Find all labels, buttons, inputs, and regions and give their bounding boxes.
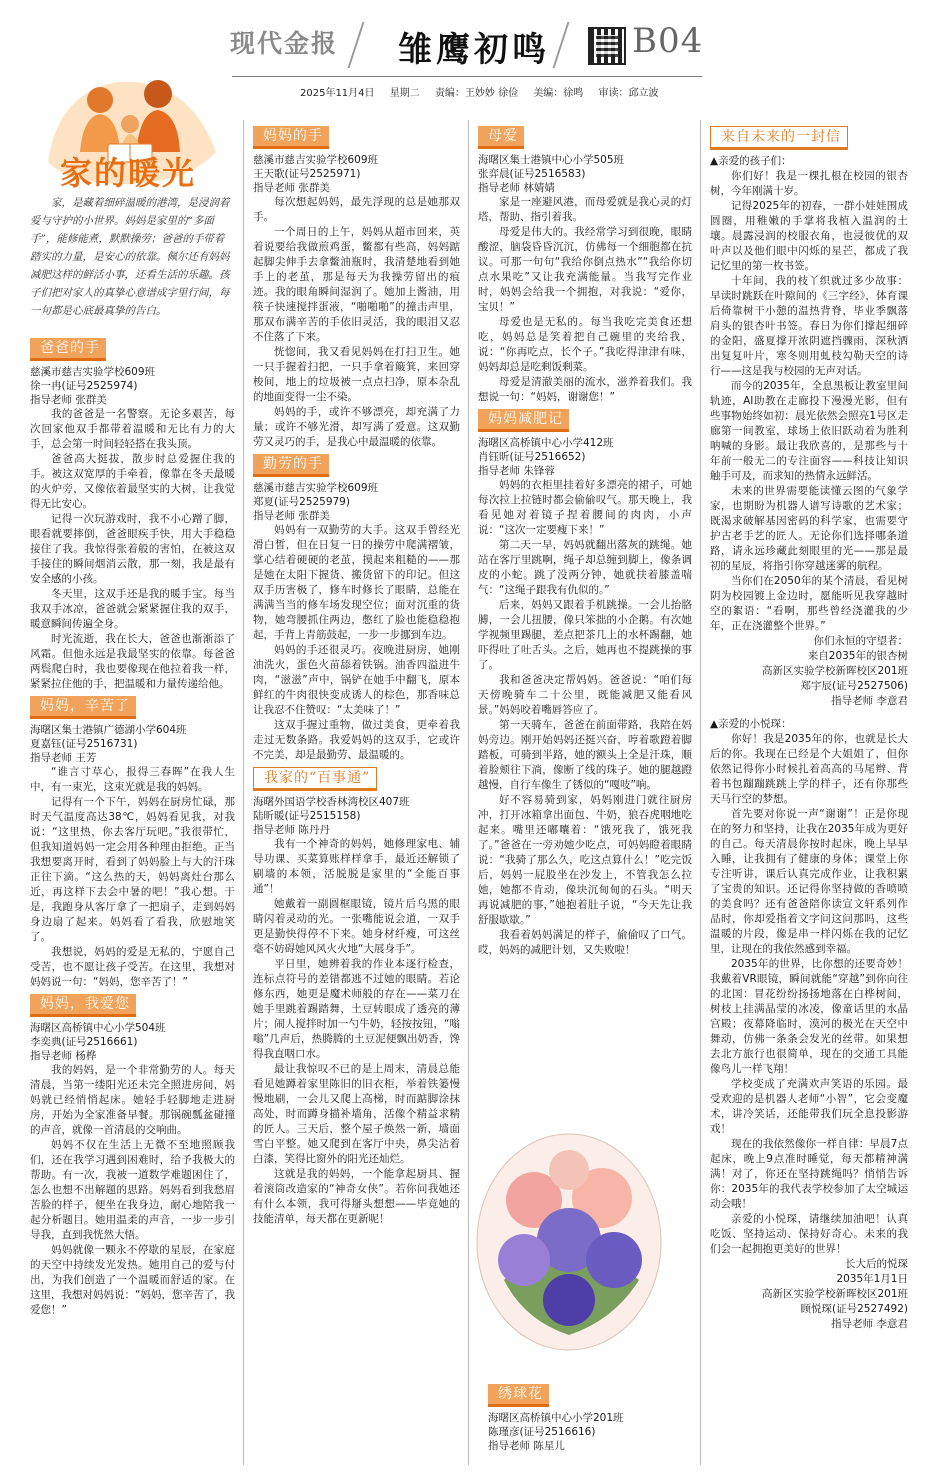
paragraph: 妈妈有一双勤劳的大手。这双手曾经光滑白皙，但在日复一日的操劳中爬满褶皱，掌心结着硬硬的老茧，摸起来粗糙的——那是她在太阳下握货、搬货留下的印记。但这双手历害极了，修车时修长了眼睛，总能在满满当当的修车场发现空位；面对沉重的货物，她弯腰抓住两边，憋红了脸也能稳稳抱起，手背上青筋鼓起，一步一步挪到车边。	[253, 524, 460, 641]
article-author: 王天歌(证号2525971)	[253, 168, 361, 180]
paragraph: 第二天一早，妈妈就翻出落灰的跳绳。她站在客厅里跳啊，绳子却总缠到脚上，像条调皮的小蛇。跳了没两分钟，她就扶着膝盖喘气：“这绳子跟我有仇似的。”	[478, 539, 692, 596]
designer: 美编：徐鸣	[533, 88, 584, 99]
paragraph: 恍惚间，我又看见妈妈在打扫卫生。她一只手握着扫把，一只手拿着簸箕，来回穿梭间，地上的垃圾被一点点扫净，原本杂乱的地面变得一尘不染。	[253, 346, 460, 403]
paragraph: 首先要对你说一声“谢谢”！正是你现在的努力和坚持，让我在2035年成为更好的自己。每天清晨你按时起床，晚上早早入睡，让我拥有了健康的身体；课堂上你专注听讲，课后认真完成作业，让我积累了宝贵的知识。还记得你坚持做的香喷喷的美食吗？还有爸爸陪你读宣文轩系列作品时，你却爱指着文字问这问那吗，这些温暖的片段，像是串一样闪烁在我的记忆里，让现在的我依然感到幸福。	[710, 808, 908, 955]
article-school: 海曙区集士港镇中心小学505班	[478, 154, 625, 166]
paragraph: 亲爱的小悦琛，请继续加油吧！认真吃饭、坚持运动、保持好奇心。未来的我们会一起拥抱更美好的世界！	[710, 1213, 908, 1255]
issue-date: 2025年11月4日	[300, 88, 375, 99]
article-school: 海曙区集士港镇广德湖小学604班	[30, 724, 187, 736]
page-number: B04	[632, 21, 704, 61]
article-teacher: 指导老师 张群美	[253, 182, 330, 194]
paragraph: 好不容易骑到家，妈妈刚进门就往厨房冲，打开冰箱拿出面包、牛奶，狼吞虎咽地吃起来。嘴里还嘟囔着：“饿死我了，饿死我了。”爸爸在一旁劝她少吃点，可妈妈瞪着眼睛说：“我骑了那么久，吃这点算什么！”吃完饭后，妈妈一屁股坐在沙发上，不管我怎么拉她，她都不肯动，像块沉甸甸的石头。“明天再说减肥的事，”她抱着肚子说，“今天先让我舒服歇歇。”	[478, 794, 692, 926]
paragraph: 这双手握过重物，做过美食，更牵着我走过无数条路。我爱妈妈的这双手，它或许不完美，却是最勤劳、最温暖的。	[253, 719, 460, 761]
qr-code-icon[interactable]	[588, 27, 626, 65]
paragraph: “谁言寸草心，报得三春晖”在我人生中，有一束光，这束光就是我的妈妈。	[30, 766, 235, 793]
paragraph: 你们好！我是一棵扎根在校园的银杏树，今年刚满十岁。	[710, 170, 908, 197]
paragraph: 记得有一个下午，妈妈在厨房忙碌，那时天气温度高达38℃，妈妈看见我，对我说：“这里热，你去客厅玩吧。”我很带忙，但我知道妈妈一定会用各种理由拒绝。正当我想要离开时，看到了妈妈脸上与大的汗珠正往下滴。“这么热的天，妈妈离灶台那么近，再这样下去会中暑的吧！”我心想。于是，我跑身从客厅拿了一把扇子，走到妈妈身边扇了起来。妈妈看了看我，欣慰地笑了。	[30, 796, 235, 943]
article-author: 肖钰昕(证号2516652)	[478, 451, 586, 463]
article-teacher: 指导老师 林婧婧	[478, 182, 555, 194]
letter-signature: 来自2035年的银杏树	[807, 650, 908, 662]
paragraph: 未来的世界需要能读懂云图的气象学家，也期盼为机器人谱写诗歌的艺术家；既渴求破解基因密码的科学家，也需要守护古老手艺的匠人。无论你们选择哪条道路，请永远珍藏此刻眼里的光——那是最初的星辰，将指引你穿越迷雾的航程。	[710, 485, 908, 572]
article-author: 夏嘉钰(证号2516731)	[30, 738, 138, 750]
paragraph: 2035年的世界，比你想的还要奇妙！我戴着VR眼镜，瞬间就能“穿越”到你向往的北国：冒花纷纷扬扬地落在白桦树间，树枝上挂满晶莹的冰凌，像童话里的水晶宫殿；夜幕降临时，漠河的极光在天空中舞动，仿佛一条条会发光的丝带。如果想去北方旅行也很简单，现在的交通工具能像鸟儿一样飞翔！	[710, 958, 908, 1075]
paragraph: 母爱是伟大的。我经常学习到很晚，眼睛酸涩，脑袋昏昏沉沉，仿佛每一个细胞都在抗议。可那一句句“我给你倒点热水”“我给你切点水果吃”又让我充满能量。当我写完作业时，妈妈会给我一个拥抱，对我说：“爱你，宝贝！”	[478, 226, 692, 313]
letter-signature: 长大后的悦琛	[845, 1258, 908, 1270]
article-teacher: 指导老师 李意君	[831, 695, 908, 707]
letter-greeting: ▲亲爱的孩子们：	[710, 155, 792, 167]
letter-closing: 你们永恒的守望者：	[813, 635, 908, 647]
article-school: 海曙区高桥镇中心小学201班	[488, 1412, 624, 1424]
article-school: 海曙区高桥镇中心小学412班	[478, 437, 614, 449]
paragraph: 母爱也是无私的。每当我吃完美食还想吃，妈妈总是笑着把自己碗里的夹给我，说：“你再吃点，长个子。”我吃得津津有味，妈妈却总是吃剩饭剩菜。	[478, 316, 692, 373]
column-rule	[243, 120, 244, 1465]
paragraph: 我有一个神奇的妈妈，她修理家电、辅导功课、买菜算账样样拿手，最近还解锁了刷墙的本领，活脱脱是家里的“全能百事通”！	[253, 838, 460, 895]
article-teacher: 指导老师 朱锋蓉	[478, 465, 555, 477]
paragraph: 这就是我的妈妈，一个能拿起厨具、握着滚筒改造家的“神奇女侠”。若你问我她还有什么本领，我可得掰头想想——毕竟她的技能清单，每天都在更新呢！	[253, 1168, 460, 1225]
intro-title: 家的暖光	[60, 154, 197, 192]
paragraph: 冬天里，这双手还是我的暖手宝。每当我双手冰凉，爸爸就会紧紧握住我的双手，暖意瞬间传遍全身。	[30, 588, 235, 630]
paragraph: 平日里，她辨着我的作业本逐行检查，连标点符号的差错都逃不过她的眼睛。若论修东西，她更是魔术师般的存在——菜刀在她手里跳着踢踏舞，土豆转眼成了透亮的薄片；闹人搅拌时加一勺牛奶，轻按按钮，“嗡嗡”几声后，热腾腾的土豆泥便飘出奶香，馋得我直咽口水。	[253, 958, 460, 1060]
article-title: 来自未来的一封信	[710, 126, 848, 150]
article-school: 慈溪市慈吉实验学校609班	[253, 154, 379, 166]
article-author: 郑宇辰(证号2527506)	[800, 680, 908, 692]
paragraph: 她戴着一副圆框眼镜，镜片后乌黑的眼睛闪着灵动的光。一张嘴能说会道，一双手更是勤快得停不下来。她身材纤瘦，可这丝毫不妨碍她风风火火地“大展身手”。	[253, 898, 460, 955]
column-3	[478, 122, 692, 958]
paragraph: 每次想起妈妈，最先浮现的总是她那双手。	[253, 196, 460, 223]
paragraph: 十年间，我的枝丫织就过多少故事：早读时跳跃在叶隙间的《三字经》，体育课后倚靠树干小憩的温热背脊，毕业季飘落肩头的银杏叶书签。春日为你们撑起细碎的金阳，盛夏撑开浓阴遮挡骤雨，深秋洒出复复叶片，寒冬则用虬枝勾勒天空的诗行——这是我与校园的无声对话。	[710, 275, 908, 377]
column-rule	[468, 120, 469, 1465]
paragraph: 而今的2035年，全息黑板让教室里间轨迹，AI助教在走廊投下漫漫光影，但有些事物始终如初：晨光依然会照亮1号区走廊第一间教室，球场上依旧跃动着为胜利呐喊的身影。最让我欣喜的，是那些与十年前一般无二的专注面容——科技让知识触手可及，而求知的热情永远鲜活。	[710, 380, 908, 482]
article-teacher: 指导老师 张群美	[30, 394, 107, 406]
paragraph: 我和爸爸决定帮妈妈。爸爸说：“咱们每天傍晚骑车二十公里，既能减肥又能看风景。”妈妈咬着嘴唇答应了。	[478, 674, 692, 716]
article-author: 陆昕暖(证号2515158)	[253, 810, 361, 822]
header-rule	[232, 76, 702, 77]
article-author: 顾悦琛(证号2527492)	[800, 1303, 908, 1315]
paragraph: 你好！我是2035年的你，也就是长大后的你。我现在已经是个大姐姐了，但你依然记得你小时候扎着高高的马尾辫、背着书包蹦蹦跳跳上学的样子，还有你那些天马行空的梦想。	[710, 733, 908, 805]
paragraph: 妈妈就像一颗永不停歇的星辰，在家庭的天空中持续发光发热。她用自己的爱与付出，为我们创造了一个温暖而舒适的家。在这里，我想对妈妈说：“妈妈，您辛苦了，我爱您！”	[30, 1244, 235, 1316]
paragraph: 妈妈的手，或许不够漂亮，却充满了力量；或许不够光滑，却写满了爱意。这双勤劳又灵巧的手，是我心中最温暖的依靠。	[253, 406, 460, 448]
paragraph: 母爱是清澈美丽的流水，滋养着我们。我想说一句：“妈妈，谢谢您！”	[478, 376, 692, 403]
article-title: 妈妈，我爱您	[30, 994, 136, 1017]
article-title: 绣球花	[488, 1384, 549, 1407]
article-title: 母爱	[478, 126, 524, 149]
paragraph: 学校变成了充满欢声笑语的乐园。最受欢迎的是机器人老师“小智”，它会变魔术，讲冷笑话，还能带我们玩全息投影游戏！	[710, 1078, 908, 1135]
article-author: 陈瑾彦(证号2516616)	[488, 1426, 596, 1438]
paragraph: 我的爸爸是一名警察。无论多艰苦，每次回家他双手都带着温暖和无比有力的大手，总会第一时间轻轻搭在我头顶。	[30, 408, 235, 450]
article-school: 海曙外国语学校香林湾校区407班	[253, 796, 410, 808]
column-4	[710, 122, 908, 1332]
paragraph: 最让我惊叹不已的是上周末，清晨总能看见她蹲着家里陈旧的旧衣柜，举着铁篓慢慢地刷，一会儿又爬上高梯，时而踮脚涂抹高处，时而蹲身描补墙角，活像个精益求精的匠人。三天后，整个屋子焕然一新，墙面雪白平整。她又爬到在客厅中央，鼻尖沾着白漆，笑得比窗外的阳光还灿烂。	[253, 1063, 460, 1165]
paragraph: 我的妈妈，是一个非常勤劳的人。每天清晨，当第一缕阳光还未完全照进房间，妈妈就已经悄悄起床。她轻手轻脚地走进厨房，开始为全家准备早餐。那锅碗瓢盆碰撞的声音，就像一首清晨的交响曲。	[30, 1064, 235, 1136]
letter-greeting: ▲亲爱的小悦琛：	[710, 718, 792, 730]
paragraph: 爸爸高大挺拔，散步时总爱握住我的手。被这双宽厚的手牵着，像靠在冬天最暖的火炉旁，又像依着最坚实的大树，让我觉得无比安心。	[30, 453, 235, 510]
paragraph: 后来，妈妈又跟着手机跳操。一会儿抬胳膊，一会儿扭腰，像只笨拙的小企鹅。有次她学视频里踢腿，差点把茶几上的水杯踢翻，她吓得吐了吐舌头。之后，她再也不提跳操的事了。	[478, 599, 692, 671]
article-teacher: 指导老师 杨桦	[30, 1050, 97, 1062]
article-school: 海曙区高桥镇中心小学504班	[30, 1022, 166, 1034]
article-school: 高新区实验学校新晖校区201班	[761, 1288, 908, 1300]
paragraph: 我看着妈妈满足的样子，偷偷叹了口气。哎，妈妈的减肥计划，又失败啦！	[478, 929, 692, 956]
article-school: 慈溪市慈吉实验学校609班	[30, 366, 156, 378]
paragraph: 家是一座避风港，而母爱就是我心灵的灯塔，帮助、指引着我。	[478, 196, 692, 223]
article-title: 妈妈减肥记	[478, 409, 569, 432]
paragraph: 时光流逝，我在长大，爸爸也渐渐添了风霜。但他永远是我最坚实的依靠。每爸爸两鬓爬白时，我也要像现在他拉着我一样，紧紧拉住他的手，把温暖和力量传递给他。	[30, 633, 235, 690]
column-2	[253, 122, 460, 1227]
issue-weekday: 星期二	[389, 88, 420, 99]
article-title: 爸爸的手	[30, 338, 106, 361]
column-1	[30, 334, 235, 1318]
intro-text: 家，是藏着细碎温暖的港湾，是浸润着爱与守护的小世界。妈妈是家里的“多面手”，能修能煮，默默操劳；爸爸的手带着踏实的力量，是安心的依靠。佩尔还有妈妈减肥这样的鲜活小事，还看生活的乐趣。孩子们把对家人的真挚心意谱成字里行间，每一句都是心底最真挚的告白。	[30, 197, 230, 317]
paper-name: 现代金报	[230, 29, 339, 58]
article-teacher: 指导老师 张群美	[253, 510, 330, 522]
paragraph: 一个周日的上午，妈妈从超市回来，英着说要给我做煎鸡蛋，鳖都有些高，妈妈踮起脚尖伸手去拿鳖油瓶时，我清楚地看到她手上的老茧，那是每天为我操劳留出的痕迹。我的眼角瞬间湿润了。她加上酱油，用筷子快速搅拌蛋液，“啪啪啪”的撞击声里，那双布满辛苦的手依旧灵活，我的眼泪又忍不住落了下来。	[253, 226, 460, 343]
divider-slash	[553, 22, 570, 68]
paragraph: 现在的我依然像你一样自律：早晨7点起床，晚上9点准时睡觉，每天都精神满满！对了，你还在坚持跳绳吗？悄悄告诉你：2035年的我代表学校参加了太空城运动会哦！	[710, 1138, 908, 1210]
article-title: 妈妈的手	[253, 126, 329, 149]
article-title: 我家的“百事通”	[253, 767, 377, 791]
paragraph: 记得一次玩游戏时，我不小心蹭了脚，眼看就要摔倒，爸爸眼疾手快，用大手稳稳接住了我。我惊得张着般的害怕，在被这双手接住的瞬间烟消云散，那一刻，我是最有安全感的小孩。	[30, 513, 235, 585]
article-teacher: 指导老师 陈丹丹	[253, 824, 330, 836]
header-meta	[300, 84, 670, 99]
paragraph: 记得2025年的初春，一群小娃娃围成圆圈，用稚嫩的手掌将我植入温润的土壤。晨露浸润的校服衣角，也浸彼优的双叶声以及他们眼中闪烁的星芒，都成了我记忆里的第一枚书签。	[710, 200, 908, 272]
paragraph: 我想说，妈妈的爱是无私的，宁愿自己受苦，也不愿让孩子受苦。在这里，我想对妈妈说一句：“妈妈，您辛苦了！”	[30, 946, 235, 988]
article-author: 张弈晨(证号2516583)	[478, 168, 586, 180]
column-rule	[700, 120, 701, 1465]
article-title: 妈妈，辛苦了	[30, 696, 136, 719]
paragraph: 妈妈的手还很灵巧。夜晚进厨房，她刚油洗火，蛋色火苗舔着铁锅。油香四溢进牛肉，“滋滋”声中，锅铲在她手中翻飞，原本鲜红的牛肉很快变成诱人的棕色，那香味总让我忍不住赞叹：“太美味了！”	[253, 644, 460, 716]
paragraph: 妈妈不仅在生活上无微不至地照顾我们，还在我学习遇到困难时，给予我极大的帮助。有一次，我被一道数学难题困住了，怎么也想不出解题的思路。妈妈看到我愁眉苦脸的样子，便坐在我身边，耐心地陪我一起分析题目。她用温柔的声音，一步一步引导我，直到我恍然大悟。	[30, 1139, 235, 1241]
proofreader: 审读：邱立波	[598, 88, 659, 99]
article-author: 郑夏(证号2525979)	[253, 496, 350, 508]
divider-slash	[348, 22, 365, 68]
letter-date: 2035年1月1日	[836, 1273, 908, 1285]
column-name: 雏鹰初鸣	[398, 30, 550, 70]
hydrangea-painting	[474, 1130, 664, 1355]
article-author: 李奕典(证号2516661)	[30, 1036, 138, 1048]
artwork-caption	[488, 1380, 688, 1453]
article-author: 徐一冉(证号2525974)	[30, 380, 138, 392]
article-teacher: 指导老师 李意君	[831, 1318, 908, 1330]
editor: 责编：王妙妙 徐俭	[434, 88, 519, 99]
article-teacher: 指导老师 王芳	[30, 752, 97, 764]
paragraph: 妈妈的衣柜里挂着好多漂亮的裙子，可她每次拉上拉链时都会偷偷叹气。那天晚上，我看见她对着镜子捏着腰间的肉肉，小声说：“这次一定要瘦下来！”	[478, 479, 692, 536]
article-title: 勤劳的手	[253, 454, 329, 477]
article-teacher: 指导老师 陈星儿	[488, 1440, 565, 1452]
article-school: 慈溪市慈吉实验学校609班	[253, 482, 379, 494]
paragraph: 第一天骑车，爸爸在前面带路，我陪在妈妈旁边。刚开始妈妈还挺兴奋，哼着歌蹬着脚踏板，可骑到半路，她的额头上全是汗珠，顺着脸颊往下淌，像断了线的珠子。她的腿越蹬越慢，自行车像生了锈似的“嘎吱”响。	[478, 719, 692, 791]
paragraph: 当你们在2050年的某个清晨，看见树阴为校园镀上金边时，愿能听见我穿越时空的絮语：“看啊，那些曾经浇灌我的少年，正在浇灌整个世界。”	[710, 575, 908, 632]
article-school: 高新区实验学校新晖校区201班	[761, 665, 908, 677]
